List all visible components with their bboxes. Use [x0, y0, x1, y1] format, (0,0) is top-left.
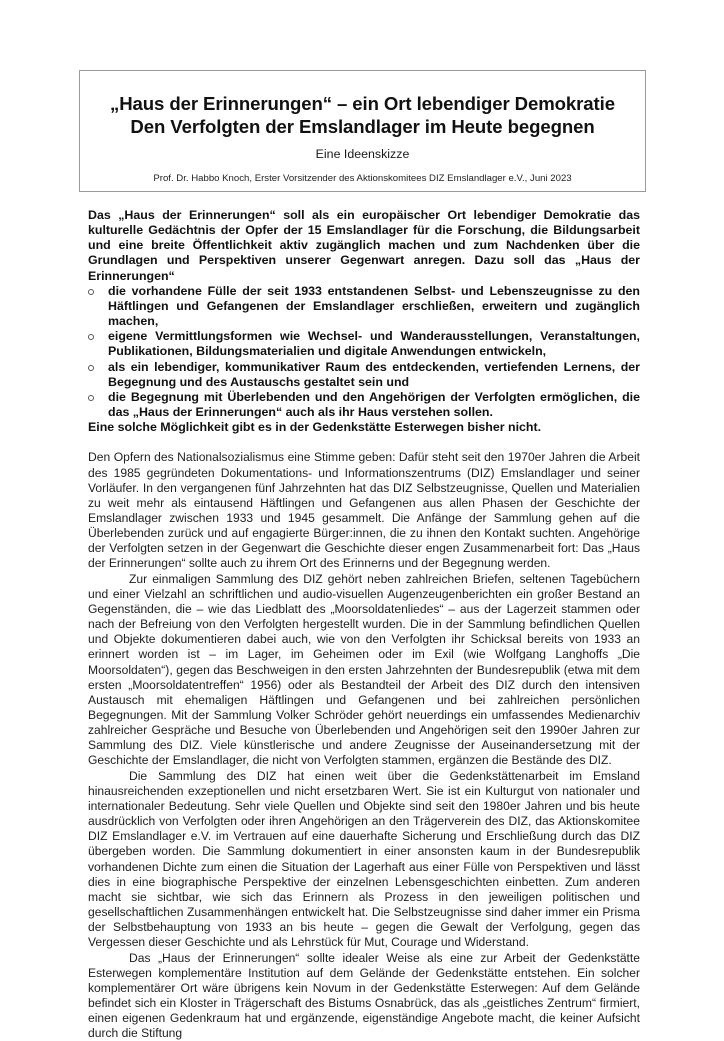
body-paragraph: Zur einmaligen Sammlung des DIZ gehört neben zahlreichen Briefen, seltenen Tagebüchern und einer Vielzahl an schriftlichen und audio-visuellen Augenzeugenberichten ein großer Bestand an Gegenständen, die – wie das Liedblatt des „Moorsoldatenliedes“ – aus der Lagerzeit stammen oder nach der Befreiung von den Verfolgten hergestellt wurden. Die in der Sammlung befindlichen Quellen und Objekte dokumentieren dabei auch, wie von den Verfolgten ihr Schicksal bereits von 1933 an erinnert worden ist – im Lager, im Geheimen oder im Exil (wie Wolfgang Langhoffs „Die Moorsoldaten“), gegen das Beschweigen in den ersten Jahrzehnten der Bundesrepublik (etwa mit dem ersten „Moorsoldatentreffen“ 1956) oder als Bestandteil der Arbeit des DIZ durch den intensiven Austausch mit ehemaligen Häftlingen und Gefangenen und bei zahlreichen persönlichen Begegnungen. Mit der Sammlung Volker Schröder gehört neuerdings ein umfassendes Medienarchiv zahlreicher Gespräche und Besuche von Überlebenden und Angehörigen seit den 1990er Jahren zur Sammlung des DIZ. Viele künstlerische und andere Zeugnisse der Auseinandersetzung mit der Geschichte der Emslandlager, die nicht von Verfolgten stammen, ergänzen die Bestände des DIZ.: [88, 572, 640, 769]
goal-text: als ein lebendiger, kommunikativer Raum des entdeckenden, vertiefenden Lernens, der Begegnung und des Austauschs gestaltet sein und: [108, 360, 640, 389]
goal-item: [88, 390, 640, 420]
circle-bullet-icon: [88, 365, 94, 371]
body-paragraph: Die Sammlung des DIZ hat einen weit über die Gedenkstättenarbeit im Emsland hinausreichenden exzeptionellen und nicht ersetzbaren Wert. Sie ist ein Kulturgut von nationaler und internationaler Bedeutung. Sehr viele Quellen und Objekte sind seit den 1980er Jahren und bis heute ausdrücklich von Verfolgten oder ihren Angehörigen an den Trägerverein des DIZ, das Aktionskomitee DIZ Emslandlager e.V. im Vertrauen auf eine dauerhafte Sicherung und Erschließung durch das DIZ übergeben worden. Die Sammlung dokumentiert in einer ansonsten kaum in der Bundesrepublik vorhandenen Dichte zum einen die Situation der Lagerhaft aus einer Fülle von Perspektiven und lässt dies in eine biographische Perspektive der einzelnen Lebensgeschichten einbetten. Zum anderen macht sie sichtbar, wie sich das Erinnern als Prozess in den jeweiligen politischen und gesellschaftlichen Zusammenhängen entwickelt hat. Die Selbstzeugnisse sind daher immer ein Prisma der Selbstbehauptung von 1933 an bis heute – gegen die Gewalt der Verfolgung, gegen das Vergessen dieser Geschichte und als Lehrstück für Mut, Courage und Widerstand.: [88, 769, 640, 951]
body-paragraph: Den Opfern des Nationalsozialismus eine Stimme geben: Dafür steht seit den 1970er Jahren die Arbeit des 1985 gegründeten Dokumentations- und Informationszentrums (DIZ) Emslandlager und seiner Vorläufer. In den vergangenen fünf Jahrzehnten hat das DIZ Selbstzeugnisse, Quellen und Materialien zu weit mehr als eintausend Häftlingen und Gefangenen aus allen Phasen der Geschichte der Emslandlager zwischen 1933 und 1945 gesammelt. Die Anfänge der Sammlung gehen auf die Überlebenden zurück und auf engagierte Bürger:innen, die zu ihnen den Kontakt suchten. Angehörige der Verfolgten setzen in der Gegenwart die Geschichte dieser engen Zusammenarbeit fort: Das „Haus der Erinnerungen“ sollte auch zu ihrem Ort des Erinnerns und der Begegnung werden.: [88, 450, 640, 571]
author-line: Prof. Dr. Habbo Knoch, Erster Vorsitzender des Aktionskomitees DIZ Emslandlager e.V., Juni 2023: [80, 173, 645, 185]
intro-section: [88, 208, 640, 435]
goal-item: [88, 360, 640, 390]
circle-bullet-icon: [88, 395, 94, 401]
goal-text: die Begegnung mit Überlebenden und den Angehörigen der Verfolgten ermöglichen, die das „Haus der Erinnerungen“ auch als ihr Haus verstehen sollen.: [108, 390, 640, 419]
goals-list: [88, 284, 640, 420]
goal-text: die vorhandene Fülle der seit 1933 entstandenen Selbst- und Lebenszeugnisse zu den Häftlingen und Gefangenen der Emslandlager erschließen, erweitern und zugänglich machen,: [108, 284, 640, 328]
title-box: [79, 70, 646, 192]
document-subtitle: Eine Ideenskizze: [80, 146, 645, 162]
circle-bullet-icon: [88, 334, 94, 340]
circle-bullet-icon: [88, 289, 94, 295]
intro-lead: Das „Haus der Erinnerungen“ soll als ein europäischer Ort lebendiger Demokratie das kulturelle Gedächtnis der Opfer der 15 Emslandlager für die Forschung, die Bildungsarbeit und eine breite Öffentlichkeit aktiv zugänglich machen und zum Nachdenken über die Grundlagen und Perspektiven unserer Gegenwart anregen. Dazu soll das „Haus der Erinnerungen“: [88, 208, 640, 284]
document-title-line-2: Den Verfolgten der Emslandlager im Heute begegnen: [80, 115, 645, 138]
body-section: [88, 450, 640, 1041]
goal-item: [88, 284, 640, 329]
goal-item: [88, 329, 640, 359]
document-title-line-1: „Haus der Erinnerungen“ – ein Ort lebendiger Demokratie: [80, 92, 645, 115]
body-paragraph: Das „Haus der Erinnerungen“ sollte idealer Weise als eine zur Arbeit der Gedenkstätte Esterwegen komplementäre Institution auf dem Gelände der Gedenkstätte entstehen. Ein solcher komplementärer Ort wäre übrigens kein Novum in der Gedenkstätte Esterwegen: Auf dem Gelände befindet sich ein Kloster in Trägerschaft des Bistums Osnabrück, das als „geistliches Zentrum“ firmiert, einen eigenen Gedenkraum hat und ergänzende, eigenständige Angebote macht, die keiner Aufsicht durch die Stiftung: [88, 951, 640, 1041]
document-content: [88, 208, 640, 1041]
goal-text: eigene Vermittlungsformen wie Wechsel- und Wanderausstellungen, Veranstaltungen, Publikationen, Bildungsmaterialien und digitale Anwendungen entwickeln,: [108, 329, 640, 358]
intro-closing: Eine solche Möglichkeit gibt es in der Gedenkstätte Esterwegen bisher nicht.: [88, 420, 640, 435]
